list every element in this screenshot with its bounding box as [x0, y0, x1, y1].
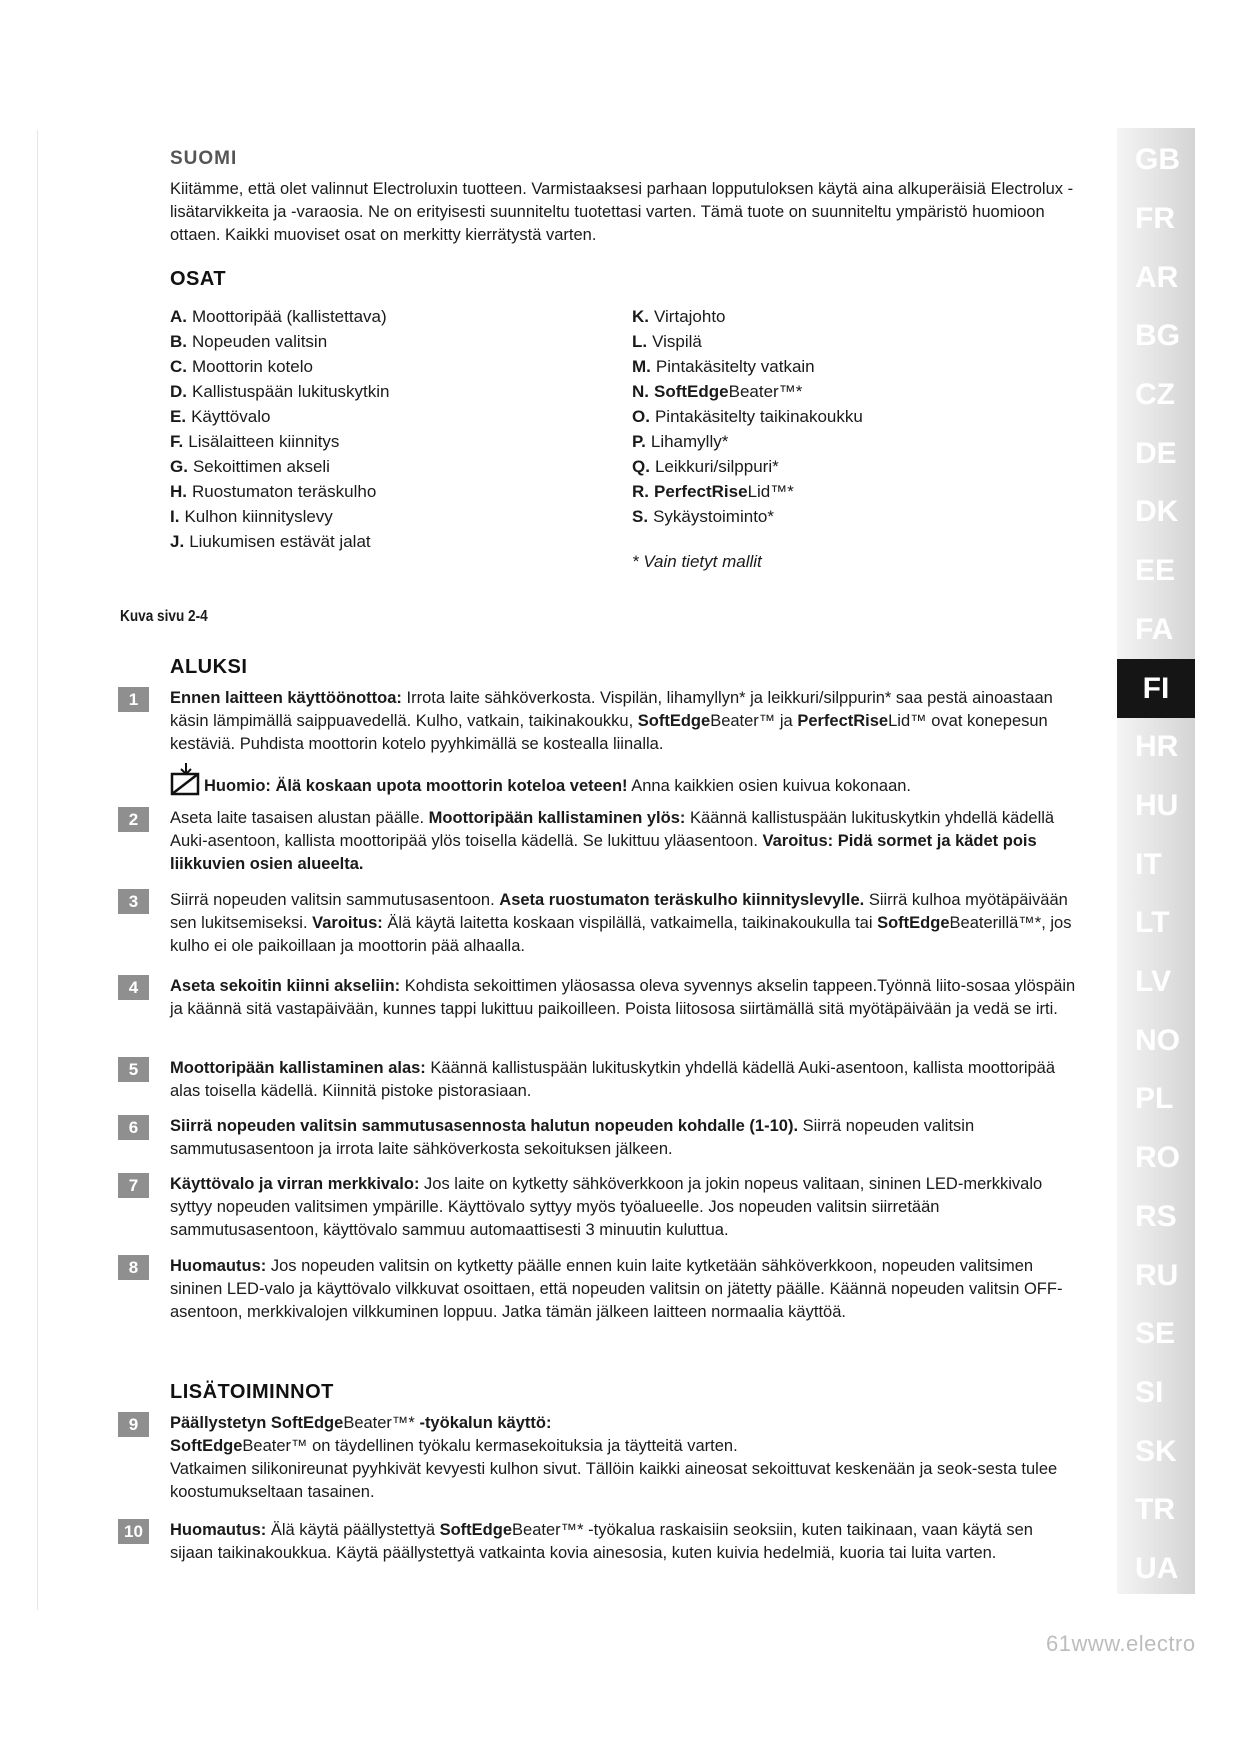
step-number-10: 10	[118, 1519, 149, 1544]
part-item: K. Virtajohto	[632, 307, 726, 326]
language-tab-gb[interactable]: GB	[1135, 143, 1180, 177]
step-7-text: Käyttövalo ja virran merkkivalo: Jos laite on kytketty sähköverkkoon ja jokin nopeus valitaan, sininen LED-merkkivalo syttyy nopeuden valitsimen ympärille. Käyttövalo syttyy myös työalueelle. Jos nopeuden valitsin siirretään sammutusasentoon, käyttövalo sammuu automaattisesti 3 minuutin kuluttua.	[170, 1175, 1043, 1239]
language-tab-no[interactable]: NO	[1135, 1023, 1180, 1057]
part-item: J. Liukumisen estävät jalat	[170, 532, 371, 551]
step-number-3: 3	[118, 889, 149, 914]
part-item: F. Lisälaitteen kiinnitys	[170, 432, 340, 451]
part-item: G. Sekoittimen akseli	[170, 457, 330, 476]
language-tab-hu[interactable]: HU	[1135, 788, 1179, 822]
language-tab-si[interactable]: SI	[1135, 1375, 1164, 1409]
part-item: A. Moottoripää (kallistettava)	[170, 307, 387, 326]
part-item: H. Ruostumaton teräskulho	[170, 482, 377, 501]
part-item: N. SoftEdgeBeater™*	[632, 382, 803, 401]
language-tab-ro[interactable]: RO	[1135, 1141, 1180, 1175]
part-item: S. Sykäystoiminto*	[632, 507, 774, 526]
step-number-8: 8	[118, 1255, 149, 1280]
part-item: Q. Leikkuri/silppuri*	[632, 457, 779, 476]
step-8-text: Huomautus: Jos nopeuden valitsin on kytketty päälle ennen kuin laite kytketään sähköverkkoon, nopeuden valitsimen sininen LED-valo ja käyttövalo vilkkuvat osoittaen, että nopeuden valitsin on jätetty päälle. Käännä nopeuden valitsin OFF-asentoon, merkkivalojen vilkkuminen loppuu. Jatka tämän jälkeen laitteen normaalia käyttöä.	[170, 1257, 1063, 1321]
language-tab-lt[interactable]: LT	[1135, 906, 1170, 940]
step-number-5: 5	[118, 1057, 149, 1082]
section-title: SUOMI	[170, 148, 238, 169]
step-3-text: Siirrä nopeuden valitsin sammutusasentoon. Aseta ruostumaton teräskulho kiinnityslevylle. Siirrä kulhoa myötäpäivään sen lukitsemiseksi. Varoitus: Älä käytä laitetta koskaan vispilällä, vatkaimella, taikinakoukulla tai SoftEdgeBeaterillä™*, jos kulho ei ole paikoillaan ja moottorin pää alhaalla.	[170, 891, 1072, 955]
language-tab-sk[interactable]: SK	[1135, 1434, 1177, 1468]
intro-paragraph: Kiitämme, että olet valinnut Electroluxin tuotteen. Varmistaaksesi parhaan lopputuloksen käytä aina alkuperäisiä Electrolux -lisätarvikkeita ja -varaosia. Ne on erityisesti suunniteltu tuotettasi varten. Tämä tuote on suunniteltu ympäristö huomioon ottaen. Kaikki muoviset osat on merkitty kierrätystä varten.	[170, 180, 1074, 244]
page-footer: 61www.electro	[1046, 1631, 1196, 1656]
language-tab-ee[interactable]: EE	[1135, 554, 1176, 588]
part-item: I. Kulhon kiinnityslevy	[170, 507, 333, 526]
part-item: B. Nopeuden valitsin	[170, 332, 328, 351]
language-tab-ar[interactable]: AR	[1135, 260, 1179, 294]
parts-footnote: * Vain tietyt mallit	[632, 552, 762, 571]
part-item: L. Vispilä	[632, 332, 702, 351]
step-number-6: 6	[118, 1115, 149, 1140]
language-tab-tr[interactable]: TR	[1135, 1493, 1175, 1527]
language-tab-dk[interactable]: DK	[1135, 495, 1179, 529]
language-tab-bg[interactable]: BG	[1135, 319, 1180, 353]
language-tab-it[interactable]: IT	[1135, 847, 1162, 881]
step-2-text: Aseta laite tasaisen alustan päälle. Moottoripään kallistaminen ylös: Käännä kallistuspään lukituskytkin yhdellä kädellä Auki-asentoon, kallista moottoripää ylös toisella kädellä. Se lukittuu yläasentoon. Varoitus: Pidä sormet ja kädet pois liikkuvien osien alueelta.	[170, 809, 1055, 873]
part-item: O. Pintakäsitelty taikinakoukku	[632, 407, 863, 426]
part-item: C. Moottorin kotelo	[170, 357, 313, 376]
part-item: E. Käyttövalo	[170, 407, 271, 426]
warning-row	[170, 762, 911, 796]
step-5-text: Moottoripään kallistaminen alas: Käännä kallistuspään lukituskytkin yhdellä kädellä Auki-asentoon, kallista moottoripää alas toisella kädellä. Kiinnitä pistoke pistorasiaan.	[170, 1059, 1056, 1100]
language-tab-pl[interactable]: PL	[1135, 1082, 1174, 1116]
language-tab-fr[interactable]: FR	[1135, 201, 1175, 235]
step-6-text: Siirrä nopeuden valitsin sammutusasennosta halutun nopeuden kohdalle (1-10). Siirrä nopeuden valitsin sammutusasentoon ja irrota laite sähköverkosta sekoituksen jälkeen.	[170, 1117, 975, 1158]
language-tab-cz[interactable]: CZ	[1135, 378, 1175, 412]
part-item: M. Pintakäsitelty vatkain	[632, 357, 815, 376]
language-tab-fa[interactable]: FA	[1135, 612, 1174, 646]
aluksi-heading: ALUKSI	[170, 656, 248, 678]
step-number-1: 1	[118, 687, 149, 712]
figure-reference: Kuva sivu 2-4	[120, 608, 208, 625]
language-tab-de[interactable]: DE	[1135, 436, 1177, 470]
step-number-4: 4	[118, 975, 149, 1000]
step-4-text: Aseta sekoitin kiinni akseliin: Kohdista sekoittimen yläosassa oleva syvennys akselin tappeen.Työnnä liito-sosaa ylöspäin ja käännä sitä vastapäivään, kunnes tappi lukittuu paikoilleen. Poista liitososa siirtämällä sitä myötäpäivään ja vedä se irti.	[170, 977, 1076, 1018]
margin-rule	[37, 130, 38, 1610]
part-item: R. PerfectRiseLid™*	[632, 482, 794, 501]
language-tab-rs[interactable]: RS	[1135, 1199, 1177, 1233]
part-item: D. Kallistuspään lukituskytkin	[170, 382, 390, 401]
step-10-text: Huomautus: Älä käytä päällystettyä SoftEdgeBeater™* -työkalua raskaisiin seoksiin, kuten taikinaan, vaan käytä sen sijaan taikinakoukkua. Käytä päällystettyä vatkainta kovia ainesosia, kuten kuivia hedelmiä, kuoria tai luita varten.	[170, 1521, 1033, 1562]
part-item: P. Lihamylly*	[632, 432, 729, 451]
no-immerse-icon	[170, 762, 202, 796]
lisatoiminnot-heading: LISÄTOIMINNOT	[170, 1381, 334, 1403]
step-number-7: 7	[118, 1173, 149, 1198]
step-number-2: 2	[118, 807, 149, 832]
parts-list-right	[632, 304, 863, 529]
step-number-9: 9	[118, 1412, 149, 1437]
warning-bold: Huomio: Älä koskaan upota moottorin koteloa veteen!	[204, 777, 628, 795]
step-9-text: Päällystetyn SoftEdgeBeater™* -työkalun käyttö: SoftEdgeBeater™ on täydellinen työkalu kermasekoituksia ja täytteitä varten. Vatkaimen silikonireunat pyyhkivät kevyesti kulhon sivut. Tällöin kaikki aineosat sekoittuvat keskenään ja seok-sesta tulee koostumukseltaan tasainen.	[170, 1414, 1058, 1501]
parts-heading: OSAT	[170, 268, 227, 290]
language-tab-hr[interactable]: HR	[1135, 730, 1179, 764]
language-tab-fi[interactable]: FI	[1117, 659, 1195, 718]
warning-text: Anna kaikkien osien kuivua kokonaan.	[627, 777, 912, 795]
language-tab-se[interactable]: SE	[1135, 1317, 1176, 1351]
language-tab-ru[interactable]: RU	[1135, 1258, 1179, 1292]
language-tab-lv[interactable]: LV	[1135, 965, 1172, 999]
parts-list-left	[170, 304, 389, 554]
step-1-text: Ennen laitteen käyttöönottoa: Irrota laite sähköverkosta. Vispilän, lihamyllyn* ja leikkuri/silppurin* saa pestä ainoastaan käsin lämpimällä saippuavedellä. Kulho, vatkain, taikinakoukku, SoftEdgeBeater™ ja PerfectRiseLid™ ovat konepesun kestäviä. Puhdista moottorin kotelo pyyhkimällä se kostealla liinalla.	[170, 689, 1053, 753]
language-tab-ua[interactable]: UA	[1135, 1552, 1179, 1586]
